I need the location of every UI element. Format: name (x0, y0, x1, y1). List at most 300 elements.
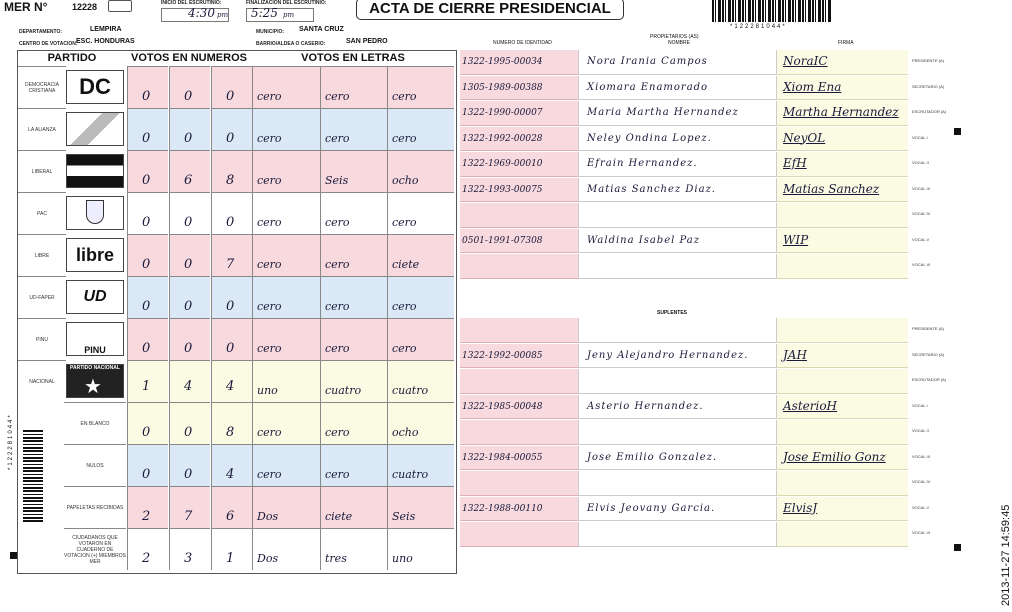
supl-name-cell (578, 344, 776, 369)
vote-word-cell (252, 276, 320, 318)
vote-digit: 0 (184, 215, 193, 230)
vote-digit: 0 (226, 89, 235, 104)
vote-digit-cell (127, 486, 168, 528)
vote-digit: 0 (226, 131, 235, 146)
vote-digit-cell (211, 360, 252, 402)
vote-word-cell (320, 276, 388, 318)
vote-digit-cell (169, 360, 210, 402)
party-logo-0: DC (66, 70, 124, 104)
prop-name-cell (578, 178, 776, 203)
prop-id: 1322-1995-00034 (462, 57, 543, 67)
vote-word-cell (320, 66, 388, 108)
col-letras-header: VOTOS EN LETRAS (252, 51, 454, 66)
prop-role: SECRETARIO (A) (912, 83, 945, 89)
supl-signature-cell (776, 522, 908, 547)
supl-signature-cell (776, 369, 908, 394)
supl-name: Jeny Alejandro Hernandez. (587, 349, 749, 361)
prop-name: Neley Ondina Lopez. (587, 132, 712, 144)
vote-word: cuatro (392, 384, 429, 397)
col-name-header: NOMBRE (668, 40, 690, 46)
vote-digit-cell (127, 360, 168, 402)
vote-word-cell (252, 108, 320, 150)
prop-id-cell (460, 152, 578, 177)
party-name-11: CIUDADANOS QUE VOTARON EN CUADERNO DE VOTACION (+) MIEMBROS MER (64, 528, 126, 570)
vote-digit-cell (211, 486, 252, 528)
prop-signature: EfH (783, 156, 807, 170)
supl-role: VOCAL I (912, 402, 928, 408)
final-value: 5:25 (251, 6, 278, 20)
prop-name-cell (578, 127, 776, 152)
party-logo-2 (66, 154, 124, 188)
municipio-value: SANTA CRUZ (299, 26, 344, 33)
vote-digit: 0 (142, 341, 151, 356)
vote-digit: 0 (142, 257, 151, 272)
vote-digit: 0 (226, 299, 235, 314)
supl-id-cell (460, 318, 578, 343)
prop-signature-cell (776, 178, 908, 203)
vote-word: cuatro (325, 384, 362, 397)
vote-word: cero (392, 300, 417, 313)
vote-digit: 8 (226, 173, 235, 188)
vote-digit: 0 (184, 341, 193, 356)
prop-id: 1322-1990-00007 (462, 108, 543, 118)
vote-digit: 4 (226, 379, 235, 394)
vote-word: cero (257, 426, 282, 439)
vote-digit: 6 (226, 509, 235, 524)
vote-word-cell (320, 528, 388, 570)
party-name-0: DEMOCRACIA CRISTIANA (18, 66, 66, 108)
supl-name-cell (578, 318, 776, 343)
vote-word: ocho (392, 174, 419, 187)
vote-word: cero (325, 132, 350, 145)
vote-digit: 0 (226, 215, 235, 230)
prop-role: VOCAL IV (912, 211, 931, 216)
top-barcode-text: *122281044* (730, 24, 787, 30)
vote-word-cell (387, 444, 454, 486)
supl-role: VOCAL III (912, 453, 930, 459)
vote-word: cero (392, 342, 417, 355)
vote-word: Seis (392, 510, 416, 523)
prop-id: 0501-1991-07308 (462, 235, 543, 246)
supl-role: VOCAL V (912, 504, 930, 510)
prop-signature: NeyOL (783, 130, 826, 145)
party-name-1: LA ALIANZA (18, 108, 66, 150)
prop-signature-cell (776, 254, 908, 279)
prop-id-cell (460, 50, 578, 75)
vote-word-cell (320, 318, 388, 360)
vote-digit-cell (169, 66, 210, 108)
vote-word: Dos (257, 510, 279, 523)
vote-word-cell (387, 402, 454, 444)
prop-role: VOCAL II (912, 160, 929, 165)
prop-signature: WIP (783, 232, 809, 247)
vote-digit-cell (127, 528, 168, 570)
party-name-9: NULOS (64, 444, 126, 486)
vote-digit-cell (169, 486, 210, 528)
vote-word-cell (320, 402, 388, 444)
supl-id: 1322-1992-00085 (462, 350, 543, 361)
barrio-label: BARRIO/ALDEA O CASERIO: (256, 41, 326, 47)
prop-name: Matias Sanchez Diaz. (587, 183, 716, 195)
centro-label: CENTRO DE VOTACION: (19, 41, 78, 47)
vote-digit-cell (127, 444, 168, 486)
vote-digit-cell (127, 150, 168, 192)
vote-digit-cell (127, 66, 168, 108)
vote-word: cero (257, 132, 282, 145)
scan-timestamp: 2013-11-27 14:59:45 (1000, 504, 1012, 606)
departamento-label: DEPARTAMENTO: (19, 29, 63, 35)
cne-logo (108, 0, 132, 12)
vote-digit-cell (169, 108, 210, 150)
inicio-suffix: pm (217, 11, 229, 19)
prop-name-cell (578, 152, 776, 177)
prop-name-cell (578, 50, 776, 75)
vote-digit: 1 (226, 551, 235, 566)
vote-word: cero (325, 468, 350, 481)
supl-signature-cell (776, 497, 908, 522)
vote-digit-cell (127, 234, 168, 276)
supl-name-cell (578, 471, 776, 496)
vote-digit: 7 (184, 509, 193, 524)
vote-digit-cell (127, 318, 168, 360)
vote-digit-cell (211, 108, 252, 150)
prop-id: 1305-1989-00388 (462, 82, 543, 93)
prop-signature: Xiom Ena (783, 79, 842, 94)
prop-id: 1322-1992-00028 (462, 133, 543, 144)
supl-id-cell (460, 395, 578, 420)
prop-name: Nora Irania Campos (587, 56, 708, 67)
supl-id: 1322-1984-00055 (462, 452, 543, 463)
supl-signature-cell (776, 395, 908, 420)
prop-name-cell (578, 76, 776, 101)
vote-word: cero (325, 258, 350, 271)
vote-word-cell (387, 150, 454, 192)
pac-emblem-icon (86, 200, 104, 224)
vote-word-cell (252, 528, 320, 570)
final-label: FINALIZACION DEL ESCRUTINIO: (246, 0, 327, 6)
supl-signature: JAH (783, 347, 807, 362)
vote-digit-cell (127, 192, 168, 234)
vote-digit-cell (211, 276, 252, 318)
vote-word-cell (320, 108, 388, 150)
supl-name: Elvis Jeovany Garcia. (587, 502, 716, 514)
party-logo-5: UD (66, 280, 124, 314)
prop-signature-cell (776, 127, 908, 152)
vote-word: tres (325, 552, 347, 565)
prop-role: VOCAL III (912, 185, 930, 191)
party-name-10: PAPELETAS RECIBIDAS (64, 486, 126, 528)
supl-id-cell (460, 471, 578, 496)
vote-word: cero (325, 300, 350, 313)
top-barcode (712, 0, 832, 22)
prop-id-cell (460, 101, 578, 126)
vote-word: cero (257, 216, 282, 229)
prop-id-cell (460, 229, 578, 254)
prop-signature: Matias Sanchez (783, 181, 880, 196)
vote-word-cell (320, 150, 388, 192)
inicio-value: 4:30 (188, 6, 215, 20)
party-logo-7: PARTIDO NACIONAL (66, 364, 124, 398)
supl-signature-cell (776, 471, 908, 496)
vote-word: Dos (257, 552, 279, 565)
supl-name: Asterio Hernandez. (587, 400, 704, 412)
vote-word-cell (387, 486, 454, 528)
vote-digit: 0 (142, 89, 151, 104)
supl-id-cell (460, 420, 578, 445)
vote-digit: 4 (226, 467, 235, 482)
supl-role: ESCRUTADOR (A) (912, 377, 947, 382)
prop-name-cell (578, 203, 776, 228)
vote-word: cero (392, 90, 417, 103)
supl-signature-cell (776, 344, 908, 369)
vote-word: cero (392, 216, 417, 229)
party-logo-4: libre (66, 238, 124, 272)
vote-word: cuatro (392, 468, 429, 481)
supl-id-cell (460, 369, 578, 394)
supl-id: 1322-1988-00110 (462, 503, 543, 514)
vote-word: ciete (392, 258, 420, 271)
prop-name: Xiomara Enamorado (587, 81, 709, 93)
supl-name-cell (578, 522, 776, 547)
inicio-label: INICIO DEL ESCRUTINIO: (161, 0, 222, 6)
prop-name-cell (578, 229, 776, 254)
prop-id-cell (460, 76, 578, 101)
vote-word: cero (325, 90, 350, 103)
vote-digit: 0 (142, 215, 151, 230)
vote-digit-cell (211, 528, 252, 570)
supl-role: VOCAL II (912, 428, 929, 433)
bullet-mark (10, 552, 17, 559)
vote-word-cell (387, 66, 454, 108)
vote-word: cero (325, 342, 350, 355)
prop-name: Efrain Hernandez. (587, 158, 698, 169)
vote-word-cell (387, 108, 454, 150)
vote-digit: 0 (142, 467, 151, 482)
prop-signature-cell (776, 229, 908, 254)
vote-word-cell (252, 402, 320, 444)
supl-signature: AsterioH (783, 398, 838, 413)
prop-id-cell (460, 254, 578, 279)
form-title: ACTA DE CIERRE PRESIDENCIAL (356, 0, 624, 20)
vote-word-cell (387, 360, 454, 402)
vote-word-cell (387, 276, 454, 318)
vote-word-cell (320, 234, 388, 276)
col-numeros-header: VOTOS EN NUMEROS (127, 51, 251, 66)
municipio-label: MUNICIPIO: (256, 29, 285, 35)
vote-digit-cell (169, 150, 210, 192)
prop-name: Waldina Isabel Paz (587, 234, 700, 246)
supl-role: SECRETARIO (A) (912, 351, 945, 357)
centro-value: ESC. HONDURAS (76, 38, 135, 45)
mer-label: MER N° (4, 0, 48, 14)
vote-word: ciete (325, 510, 353, 523)
side-barcode-text: *122281044* (8, 413, 14, 470)
col-name-top-header: PROPIETARIOS (AS) (650, 34, 699, 40)
prop-role: ESCRUTADOR (A) (912, 109, 947, 114)
prop-id-cell (460, 203, 578, 228)
vote-word-cell (252, 360, 320, 402)
col-id-header: NUMERO DE IDENTIDAD (493, 40, 552, 46)
vote-word-cell (387, 192, 454, 234)
supl-name-cell (578, 446, 776, 471)
prop-signature-cell (776, 101, 908, 126)
col-firma-header: FIRMA (838, 40, 854, 46)
vote-word: cero (325, 216, 350, 229)
supl-id-cell (460, 446, 578, 471)
supl-name-cell (578, 497, 776, 522)
party-name-2: LIBERAL (18, 150, 66, 192)
vote-digit-cell (211, 234, 252, 276)
supl-name-cell (578, 395, 776, 420)
prop-role: VOCAL VI (912, 262, 931, 267)
vote-word-cell (252, 444, 320, 486)
vote-word-cell (252, 234, 320, 276)
vote-digit-cell (169, 402, 210, 444)
vote-word: cero (257, 300, 282, 313)
vote-digit-cell (127, 276, 168, 318)
supl-role: PRESIDENTE (A) (912, 326, 945, 331)
vote-digit-cell (211, 444, 252, 486)
vote-word-cell (320, 444, 388, 486)
vote-digit-cell (169, 234, 210, 276)
supl-name-cell (578, 420, 776, 445)
vote-word: cero (257, 174, 282, 187)
vote-word: uno (257, 384, 278, 397)
vote-word: cero (392, 132, 417, 145)
prop-name-cell (578, 101, 776, 126)
vote-word: cero (257, 90, 282, 103)
vote-digit: 0 (142, 425, 151, 440)
vote-word-cell (387, 318, 454, 360)
barrio-value: SAN PEDRO (346, 38, 388, 45)
prop-signature-cell (776, 50, 908, 75)
party-logo-6: PINU (66, 322, 124, 356)
vote-digit-cell (169, 444, 210, 486)
prop-id: 1322-1969-00010 (462, 159, 543, 169)
vote-digit: 0 (184, 467, 193, 482)
vote-digit: 4 (184, 379, 193, 394)
vote-digit: 3 (184, 551, 193, 566)
supl-role: VOCAL IV (912, 479, 931, 484)
supl-name-cell (578, 369, 776, 394)
prop-signature-cell (776, 203, 908, 228)
supl-id: 1322-1985-00048 (462, 401, 543, 412)
supl-signature-cell (776, 446, 908, 471)
vote-digit: 0 (184, 131, 193, 146)
vote-digit-cell (127, 108, 168, 150)
vote-digit: 2 (142, 509, 151, 524)
vote-word-cell (387, 528, 454, 570)
prop-role: PRESIDENTE (A) (912, 58, 945, 63)
vote-digit: 8 (226, 425, 235, 440)
vote-digit-cell (169, 276, 210, 318)
prop-role: VOCAL V (912, 236, 930, 242)
party-name-6: PINU (18, 318, 66, 360)
supl-id-cell (460, 522, 578, 547)
party-name-7: NACIONAL (18, 360, 66, 402)
vote-word: uno (392, 552, 413, 565)
suplentes-label: SUPLENTES (657, 310, 688, 316)
prop-signature-cell (776, 152, 908, 177)
supl-name: Jose Emilio Gonzalez. (587, 451, 718, 463)
vote-digit-cell (169, 318, 210, 360)
vote-word: cero (257, 342, 282, 355)
vote-digit: 0 (184, 299, 193, 314)
vote-digit: 1 (142, 379, 151, 394)
side-barcode (23, 430, 43, 522)
supl-role: VOCAL VI (912, 530, 931, 535)
vote-word-cell (320, 192, 388, 234)
party-logo-1 (66, 112, 124, 146)
prop-name: Maria Martha Hernandez (587, 107, 739, 118)
vote-digit-cell (211, 402, 252, 444)
right-mark-bottom (954, 544, 961, 551)
vote-word-cell (252, 150, 320, 192)
prop-id: 1322-1993-00075 (462, 184, 543, 195)
vote-digit-cell (211, 66, 252, 108)
star-icon: ★ (84, 376, 102, 398)
vote-digit: 6 (184, 173, 193, 188)
vote-word: cero (257, 468, 282, 481)
right-mark-top (954, 128, 961, 135)
vote-digit-cell (127, 402, 168, 444)
departamento-value: LEMPIRA (90, 26, 122, 33)
mer-number: 12228 (72, 2, 98, 12)
vote-digit-cell (211, 318, 252, 360)
vote-word: cero (325, 426, 350, 439)
vote-digit-cell (169, 528, 210, 570)
party-name-8: EN BLANCO (64, 402, 126, 444)
supl-signature-cell (776, 420, 908, 445)
party-name-4: LIBRE (18, 234, 66, 276)
vote-digit: 0 (226, 341, 235, 356)
party-name-5: UD-FAPER (18, 276, 66, 318)
vote-digit: 0 (184, 257, 193, 272)
vote-digit: 0 (142, 131, 151, 146)
prop-signature: Martha Hernandez (783, 105, 899, 119)
vote-word-cell (252, 66, 320, 108)
col-partido-header: PARTIDO (18, 51, 126, 66)
vote-word-cell (320, 486, 388, 528)
prop-signature: NoraIC (783, 54, 828, 68)
vote-word: ocho (392, 426, 419, 439)
supl-id-cell (460, 497, 578, 522)
prop-signature-cell (776, 76, 908, 101)
supl-signature: Jose Emilio Gonz (783, 449, 886, 464)
vote-digit-cell (211, 192, 252, 234)
vote-digit: 0 (184, 89, 193, 104)
prop-id-cell (460, 178, 578, 203)
vote-word-cell (320, 360, 388, 402)
vote-digit: 0 (142, 173, 151, 188)
party-name-3: PAC (18, 192, 66, 234)
prop-name-cell (578, 254, 776, 279)
vote-digit: 0 (184, 425, 193, 440)
vote-word-cell (252, 486, 320, 528)
vote-digit: 2 (142, 551, 151, 566)
vote-digit-cell (211, 150, 252, 192)
vote-word: Seis (325, 174, 349, 187)
prop-id-cell (460, 127, 578, 152)
vote-word-cell (252, 192, 320, 234)
prop-role: VOCAL I (912, 134, 928, 140)
vote-digit: 7 (226, 257, 235, 272)
supl-signature-cell (776, 318, 908, 343)
vote-digit: 0 (142, 299, 151, 314)
vote-word-cell (252, 318, 320, 360)
final-suffix: pm (283, 11, 295, 19)
vote-word: cero (257, 258, 282, 271)
